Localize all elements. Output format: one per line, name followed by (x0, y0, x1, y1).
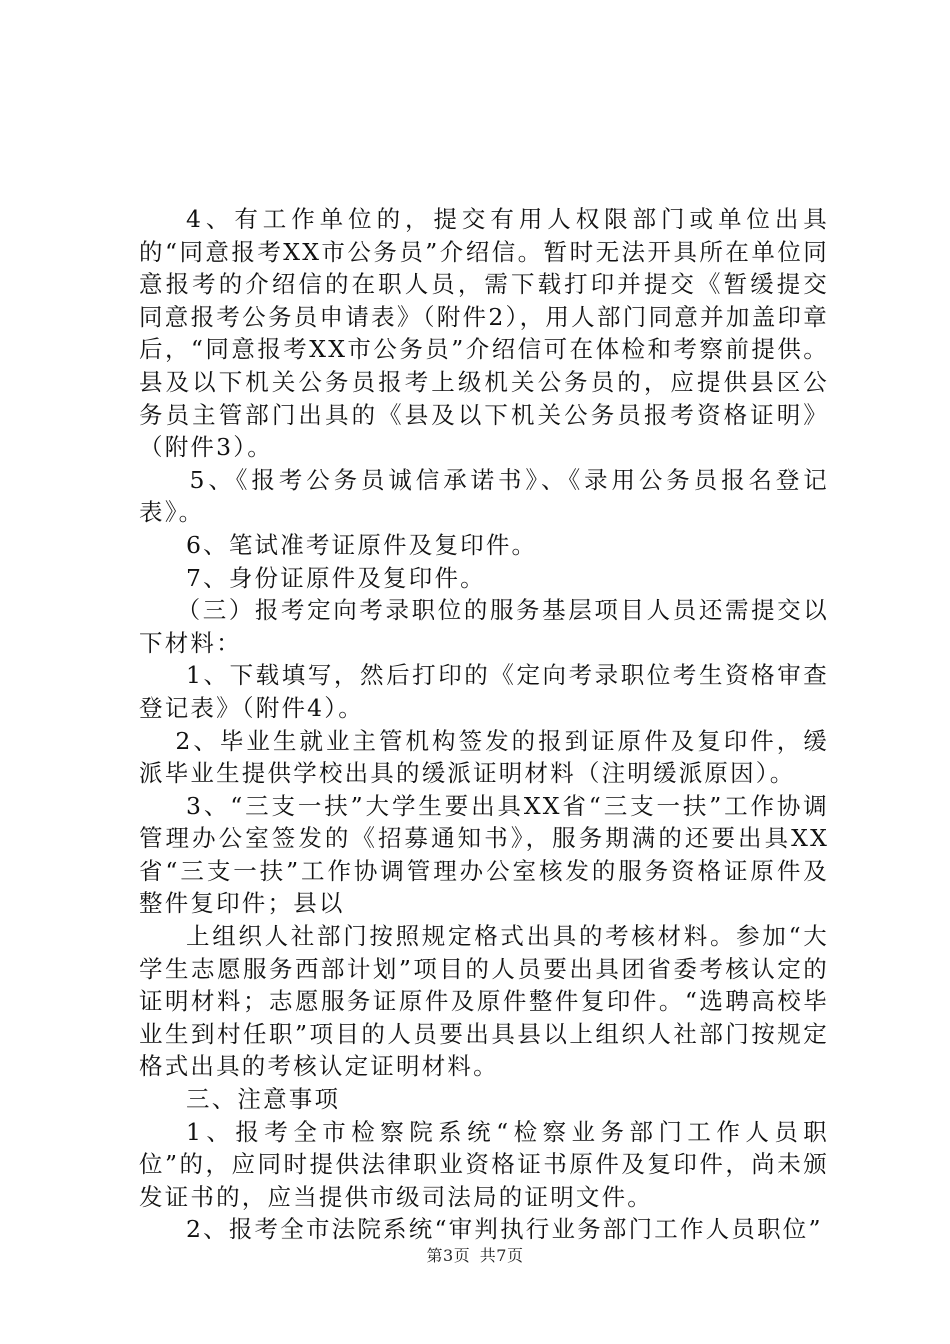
document-body (139, 203, 829, 1246)
paragraph-item-1-registration-form: 1、下载填写，然后打印的《定向考录职位考生资格审查登记表》（附件4）。 (139, 661, 829, 722)
paragraph-item-2-report-card: 2、毕业生就业主管机构签发的报到证原件及复印件，缓派毕业生提供学校出具的缓派证明材料（注明缓派原因）。 (139, 726, 829, 788)
paragraph-item-4-work-unit: 4、有工作单位的，提交有用人权限部门或单位出具的“同意报考XX市公务员”介绍信。暂时无法开具所在单位同意报考的介绍信的在职人员，需下载打印并提交《暂缓提交同意报考公务员申请表》（附件2），用人部门同意并加盖印章后，“同意报考XX市公务员”介绍信可在体检和考察前提供。县及以下机关公务员报考上级机关公务员的，应提供县区公务员主管部门出具的《县及以下机关公务员报考资格证明》（附件3）。 (139, 205, 829, 462)
paragraph-item-6-admission-ticket: 6、笔试准考证原件及复印件。 (186, 530, 538, 559)
paragraph-note-1-procuratorate: 1、报考全市检察院系统“检察业务部门工作人员职位”的，应同时提供法律职业资格证书原件及复印件，尚未颁发证书的，应当提供市级司法局的证明文件。 (139, 1117, 829, 1211)
page-footer (0, 1243, 950, 1266)
paragraph-item-5-forms: 5、《报考公务员诚信承诺书》、《录用公务员报名登记表》。 (139, 465, 829, 527)
page-total: 共7页 (479, 1246, 524, 1265)
paragraph-item-3-three-supports: 3、“三支一扶”大学生要出具XX省“三支一扶”工作协调管理办公室签发的《招募通知书》，服务期满的还要出具XX省“三支一扶”工作协调管理办公室核发的服务资格证原件及整件复印件；县以 (139, 791, 829, 918)
paragraph-section-3-heading: （三）报考定向考录职位的服务基层项目人员还需提交以下材料： (139, 596, 829, 657)
paragraph-item-7-id-card: 7、身份证原件及复印件。 (186, 563, 486, 592)
page-number: 第3页 (426, 1246, 471, 1265)
paragraph-notes-heading: 三、注意事项 (186, 1085, 341, 1114)
paragraph-continuation-assessment: 上组织人社部门按照规定格式出具的考核材料。参加“大学生志愿服务西部计划”项目的人员要出具团省委考核认定的证明材料；志愿服务证原件及原件整件复印件。“选聘高校毕业生到村任职”项目的人员要出具县以上组织人社部门按规定格式出具的考核认定证明材料。 (139, 922, 829, 1081)
paragraph-note-2-court: 2、报考全市法院系统“审判执行业务部门工作人员职位” (186, 1215, 823, 1244)
